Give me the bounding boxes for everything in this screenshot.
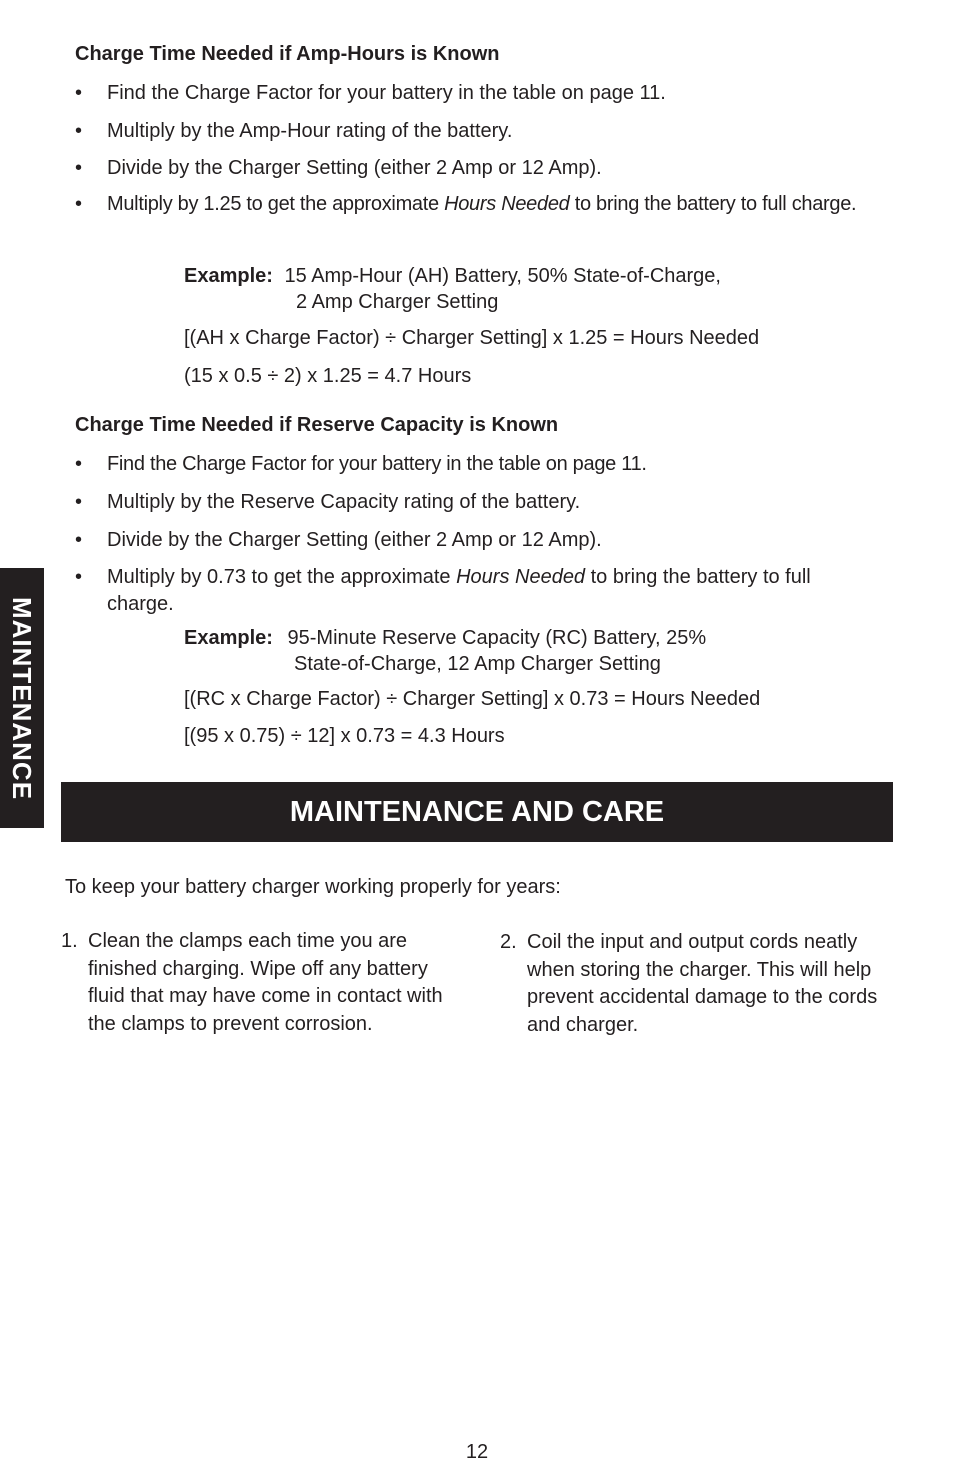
section-heading-reserve-capacity: Charge Time Needed if Reserve Capacity is Known — [75, 414, 559, 436]
list-item-text: Find the Charge Factor for your battery in the table on page 11. — [107, 82, 666, 104]
bullet-icon: • — [75, 453, 83, 475]
page-number: 12 — [465, 1441, 489, 1463]
emphasis-hours-needed: Hours Needed — [456, 566, 586, 588]
bullet-icon: • — [75, 529, 83, 551]
example-amp-hours — [184, 263, 721, 315]
bullet-icon: • — [75, 157, 83, 179]
section-heading-amp-hours: Charge Time Needed if Amp-Hours is Known — [75, 43, 500, 65]
bullet-icon: • — [75, 193, 82, 215]
calculation-amp-hours: (15 x 0.5 ÷ 2) x 1.25 = 4.7 Hours — [184, 365, 472, 387]
list-item-text: Divide by the Charger Setting (either 2 Amp or 12 Amp). — [107, 157, 602, 179]
item-number: 1. — [61, 930, 78, 952]
example-line1: 95-Minute Reserve Capacity (RC) Battery, 25% — [287, 627, 707, 649]
list-item-text: Multiply by the Reserve Capacity rating of the battery. — [107, 491, 581, 513]
example-line2: State-of-Charge, 12 Amp Charger Setting — [294, 653, 661, 675]
bullet-icon: • — [75, 491, 83, 513]
example-reserve-capacity — [184, 625, 706, 677]
emphasis-hours-needed: Hours Needed — [444, 193, 570, 215]
example-label: Example: — [184, 265, 273, 287]
bullet-icon: • — [75, 82, 83, 104]
formula-reserve-capacity: [(RC x Charge Factor) ÷ Charger Setting] x 0.73 = Hours Needed — [184, 688, 761, 710]
list-item-text: Divide by the Charger Setting (either 2 Amp or 12 Amp). — [107, 529, 602, 551]
list-item-text: Multiply by 0.73 to get the approximate Hours Needed to bring the battery to full charge. — [107, 566, 811, 615]
list-item-text: Multiply by 1.25 to get the approximate Hours Needed to bring the battery to full charge. — [107, 193, 857, 215]
list-item-text: Find the Charge Factor for your battery in the table on page 11. — [107, 453, 647, 475]
list-item-text: Multiply by the Amp-Hour rating of the battery. — [107, 120, 513, 142]
bullet-icon: • — [75, 120, 83, 142]
bullet-icon: • — [75, 566, 83, 588]
example-line1: 15 Amp-Hour (AH) Battery, 50% State-of-Charge, — [284, 265, 721, 287]
item-text: Clean the clamps each time you are finished charging. Wipe off any battery fluid that may have come in contact with the clamps to prevent corrosion. — [88, 930, 443, 1035]
formula-amp-hours: [(AH x Charge Factor) ÷ Charger Setting] x 1.25 = Hours Needed — [184, 327, 760, 349]
example-label: Example: — [184, 627, 273, 649]
item-text: Coil the input and output cords neatly when storing the charger. This will help prevent accidental damage to the cords and charger. — [527, 931, 878, 1036]
side-tab-label: MAINTENANCE — [7, 596, 38, 800]
example-line2: 2 Amp Charger Setting — [296, 291, 499, 313]
calculation-reserve-capacity: [(95 x 0.75) ÷ 12] x 0.73 = 4.3 Hours — [184, 725, 505, 747]
section-banner: MAINTENANCE AND CARE — [61, 782, 893, 842]
side-tab-maintenance — [0, 568, 44, 828]
item-number: 2. — [500, 931, 517, 953]
intro-text: To keep your battery charger working properly for years: — [65, 876, 561, 898]
